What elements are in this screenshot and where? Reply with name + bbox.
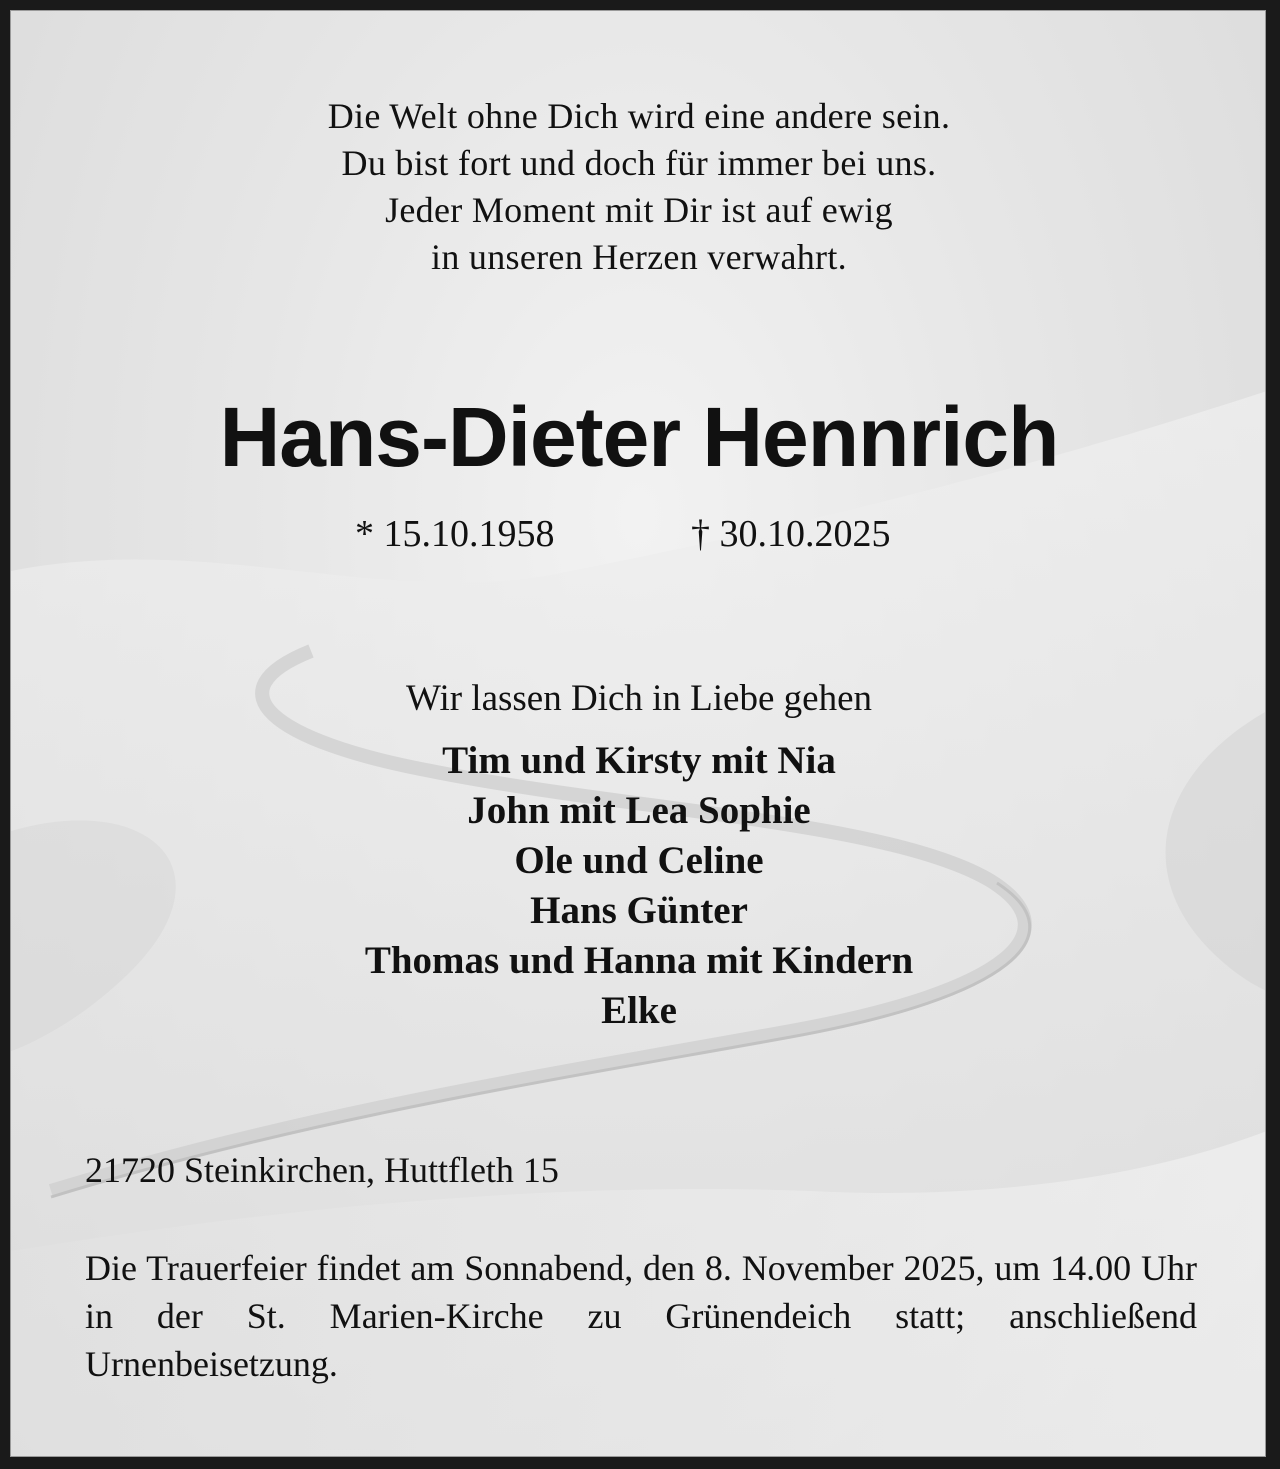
deceased-name: Hans-Dieter Hennrich (219, 390, 1059, 484)
verse-line: Die Welt ohne Dich wird eine andere sein. (327, 96, 951, 136)
notice-content (11, 11, 1266, 1457)
mourners-list (11, 736, 1266, 1036)
verse-line: Jeder Moment mit Dir ist auf ewig (385, 190, 893, 230)
birth-date: * 15.10.1958 (355, 513, 555, 555)
mourner-item: Ole und Celine (514, 839, 764, 882)
obituary-notice (10, 10, 1266, 1457)
memorial-verse (11, 93, 1266, 281)
mourner-item: Tim und Kirsty mit Nia (442, 739, 836, 782)
family-address: 21720 Steinkirchen, Huttfleth 15 (85, 1150, 559, 1190)
funeral-service-info: Die Trauerfeier findet am Sonnabend, den 8. November 2025, um 14.00 Uhr in der St. Marien-Kirche zu Grünendeich statt; anschließend Urnenbeisetzung. (85, 1248, 1197, 1384)
mourner-item: Hans Günter (530, 889, 748, 932)
farewell-line: Wir lassen Dich in Liebe gehen (406, 678, 872, 719)
verse-line: Du bist fort und doch für immer bei uns. (341, 143, 937, 183)
death-date: † 30.10.2025 (691, 513, 891, 555)
mourner-item: Elke (601, 989, 677, 1032)
verse-line: in unseren Herzen verwahrt. (431, 237, 847, 277)
mourner-item: John mit Lea Sophie (467, 789, 811, 832)
mourner-item: Thomas und Hanna mit Kindern (364, 939, 914, 982)
